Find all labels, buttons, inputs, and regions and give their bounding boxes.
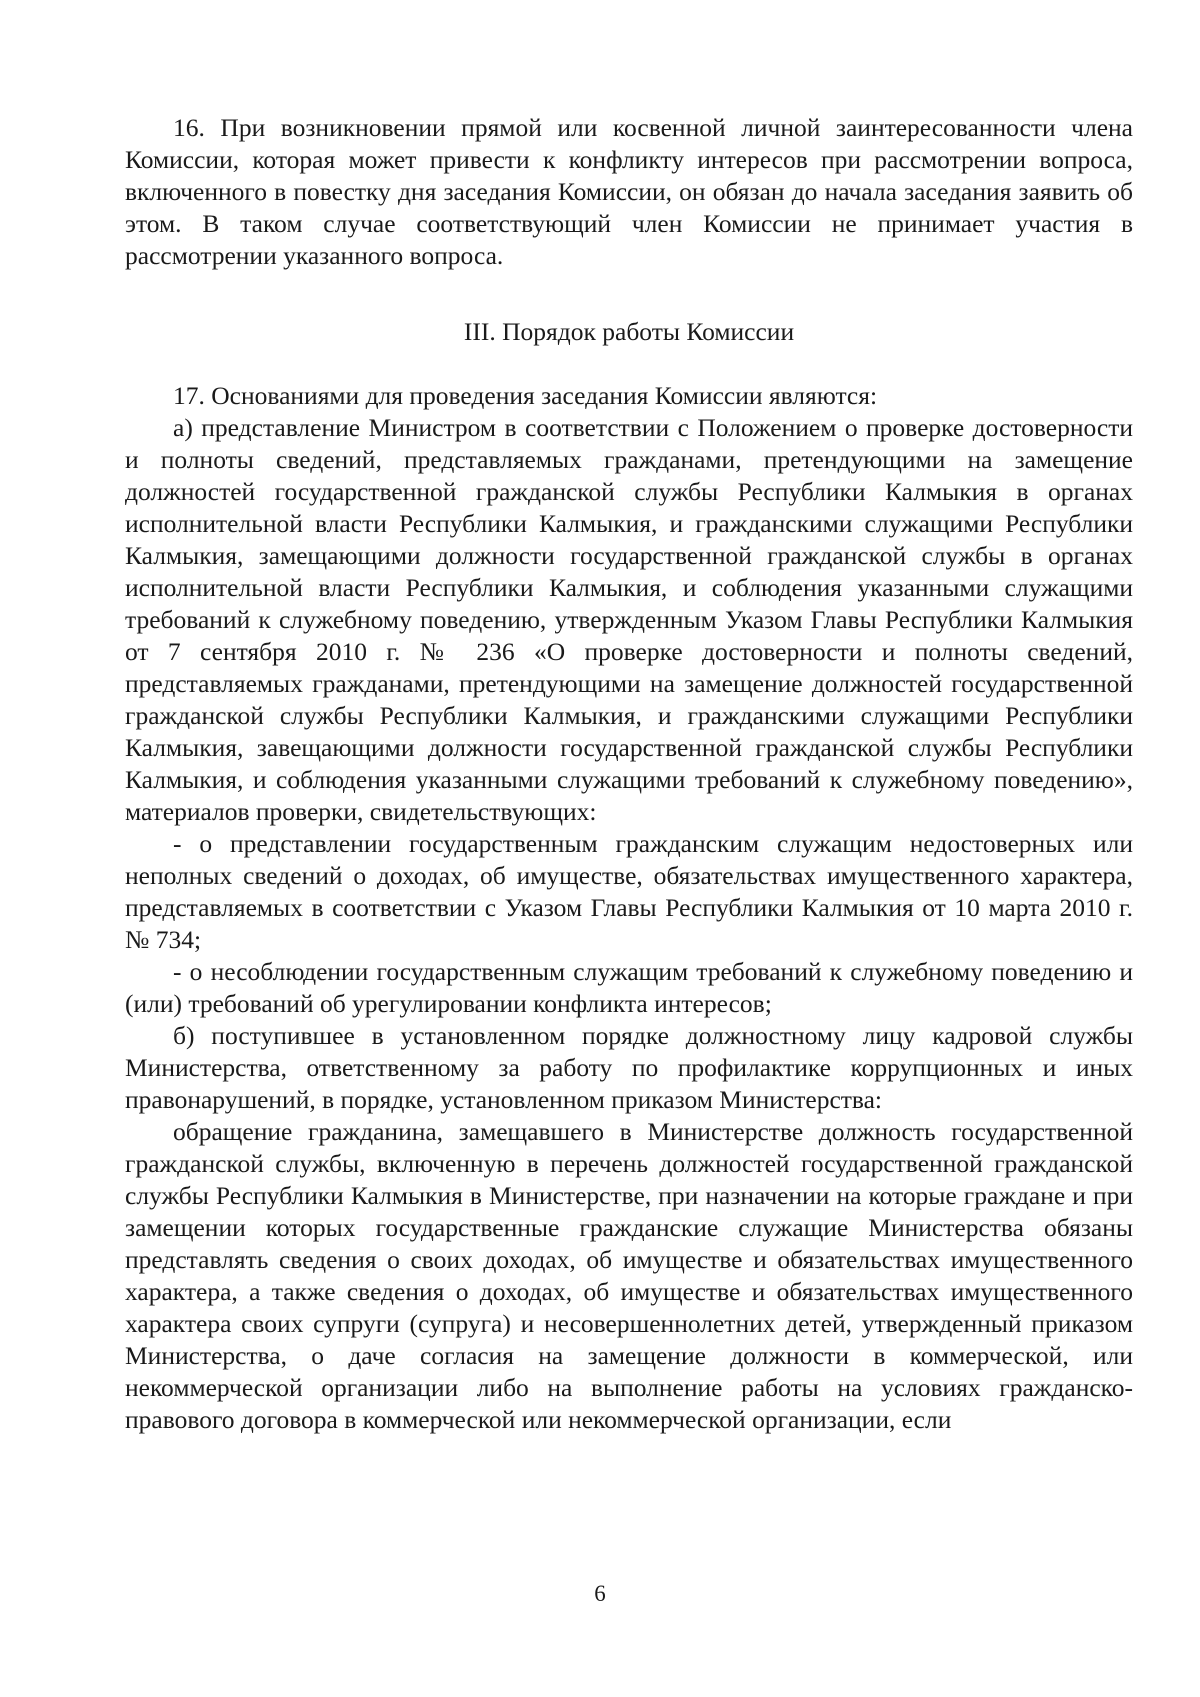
page-number: 6 <box>594 1581 606 1606</box>
paragraph-block-top <box>125 112 1133 272</box>
paragraph-16: 16. При возникновении прямой или косвенной личной заинтересованности члена Комиссии, которая может привести к конфликту интересов при рассмотрении вопроса, включенного в повестку дня заседания Комиссии, он обязан до начала заседания заявить об этом. В таком случае соответствующий член Комиссии не принимает участия в рассмотрении указанного вопроса. <box>125 113 1133 270</box>
item-a-dash-2: - о несоблюдении государственным служащим требований к служебному поведению и (или) требований об урегулировании конфликта интересов; <box>125 957 1133 1018</box>
paragraph-17: 17. Основаниями для проведения заседания Комиссии являются: <box>173 381 878 410</box>
item-a: а) представление Министром в соответствии с Положением о проверке достоверности и полноты сведений, представляемых гражданами, претендующими на замещение должностей государственной гражданской службы Республики Калмыкия в органах исполнительной власти Республики Калмыкия, и гражданскими служащими Республики Калмыкия, замещающими должности государственной гражданской службы в органах исполнительной власти Республики Калмыкия, и соблюдения указанными служащими требований к служебному поведению, утвержденным Указом Главы Республики Калмыкия от 7 сентября 2010 г. № 236 «О проверке достоверности и полноты сведений, представляемых гражданами, претендующими на замещение должностей государственной гражданской службы Республики Калмыкия, и гражданскими служащими Республики Калмыкия, завещающими должности государственной гражданской службы Республики Калмыкия, и соблюдения указанными служащими требований к служебному поведению», материалов проверки, свидетельствующих: <box>125 413 1133 826</box>
section-heading: III. Порядок работы Комиссии <box>463 317 795 346</box>
item-a-dash-1: - о представлении государственным гражданским служащим недостоверных или неполных сведений о доходах, об имуществе, обязательствах имущественного характера, представляемых в соответствии с Указом Главы Республики Калмыкия от 10 марта 2010 г. № 734; <box>125 829 1133 954</box>
item-b: б) поступившее в установленном порядке должностному лицу кадровой службы Министерства, ответственному за работу по профилактике коррупционных и иных правонарушений, в порядке, установленном приказом Министерства: <box>125 1021 1133 1114</box>
item-b-appeal: обращение гражданина, замещавшего в Министерстве должность государственной гражданской службы, включенную в перечень должностей государственной гражданской службы Республики Калмыкия в Министерстве, при назначении на которые граждане и при замещении которых государственные гражданские служащие Министерства обязаны представлять сведения о своих доходах, об имуществе и обязательствах имущественного характера, а также сведения о доходах, об имуществе и обязательствах имущественного характера своих супруги (супруга) и несовершеннолетних детей, утвержденный приказом Министерства, о даче согласия на замещение должности в коммерческой, или некоммерческой организации либо на выполнение работы на условиях гражданско-правового договора в коммерческой или некоммерческой организации, если <box>125 1117 1133 1434</box>
paragraph-block-main <box>125 380 1133 1436</box>
